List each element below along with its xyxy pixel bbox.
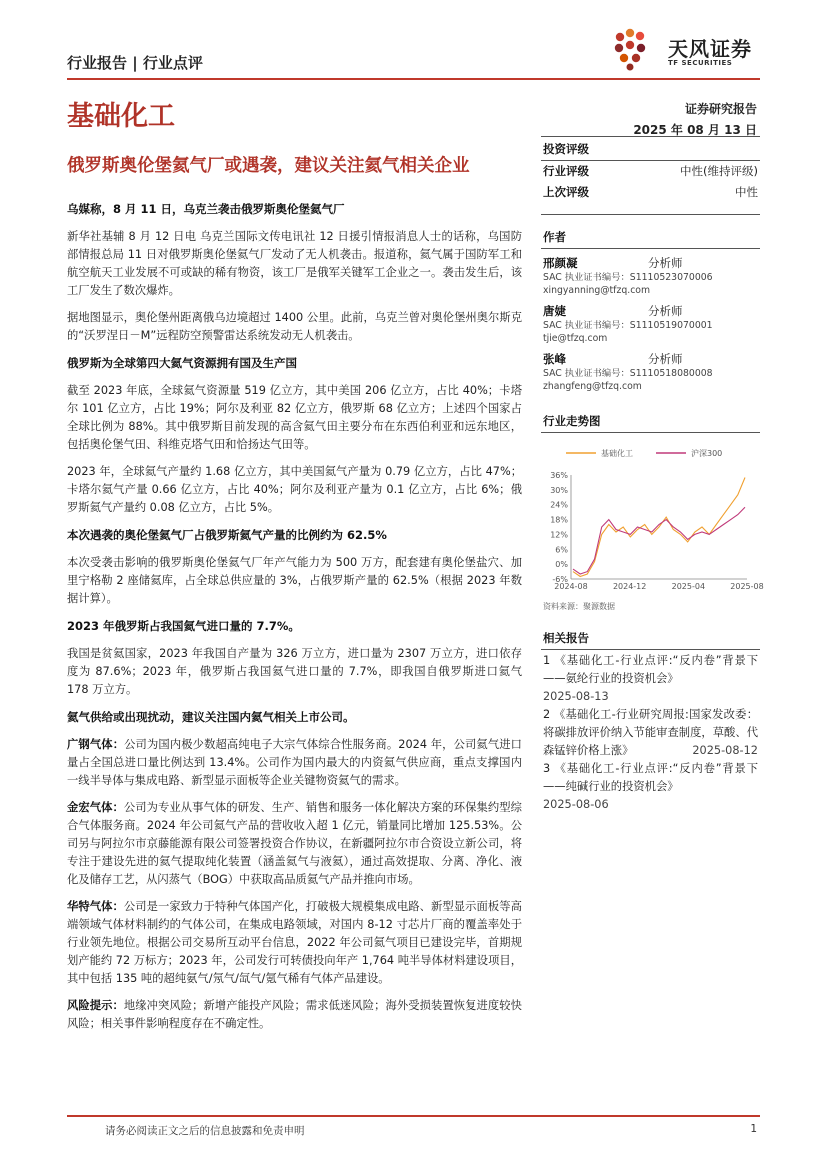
company-paragraph bbox=[67, 898, 522, 988]
risk-paragraph bbox=[67, 997, 522, 1033]
author-role: 分析师 bbox=[648, 256, 683, 270]
company-text: 公司是一家致力于特种气体国产化，打破极大规模集成电路、新型显示面板等高端领域气体材料制约的气体公司，在集成电路领域，对国内 8-12 寸芯片厂商的覆盖率处于行业领先地位。根据公司交易所互动平台信息，2022 年公司氦气项目已建设完毕，首期规划产能约 72 万标方；2023 年，公司发行可转债投向年产 1,764 吨半导体材料建设项目，其中包括 135 吨的超纯氨气/氖气/氙气/氪气稀有气体产品建设。 bbox=[67, 900, 522, 985]
report-type: 行业报告 | 行业点评 bbox=[67, 54, 203, 72]
x-tick-label: 2024-12 bbox=[612, 582, 647, 591]
company-name: 华特气体： bbox=[67, 900, 124, 913]
y-tick-label: 6% bbox=[555, 545, 568, 555]
prev-rating-label: 上次评级 bbox=[543, 185, 589, 199]
author-email[interactable]: xingyanning@tfzq.com bbox=[543, 285, 651, 296]
paragraph: 我国是贫氦国家，2023 年我国自产量为 326 万立方，进口量为 2307 万立方，进口依存度为 87.6%；2023 年，俄罗斯占我国氦气进口量的 7.7%，即我国自俄罗斯进口氦气 178 万立方。 bbox=[67, 647, 522, 696]
prev-rating-value: 中性 bbox=[735, 185, 758, 199]
author-name: 邢颜凝 bbox=[543, 256, 578, 270]
author-email[interactable]: tjie@tfzq.com bbox=[543, 333, 608, 344]
company-paragraph bbox=[67, 736, 522, 790]
author-role: 分析师 bbox=[648, 352, 683, 366]
company-name: 广钢气体： bbox=[67, 738, 125, 751]
rating-value: 中性(维持评级) bbox=[680, 164, 758, 178]
sector-title: 基础化工 bbox=[67, 101, 175, 132]
trend-chart-svg bbox=[541, 439, 764, 599]
section-heading: 氦气供给或出现扰动，建议关注国内氦气相关上市公司。 bbox=[67, 710, 355, 724]
trend-section-head: 行业走势图 bbox=[541, 409, 760, 433]
paragraph: 新华社基辅 8 月 12 日电 乌克兰国际文传电讯社 12 日援引情报消息人士的话称，乌国防部情报总局 11 日对俄罗斯奥伦堡氦气厂发动了无人机袭击。报道称，氦气属于国防军工和航空航天工业发展不可或缺的稀有物资，该工厂是俄军关键军工企业之一。袭击发生后，该工厂发生了数次爆炸。 bbox=[67, 230, 522, 297]
legend-label: 沪深300 bbox=[691, 449, 723, 458]
related-report-date: 2025-08-13 bbox=[543, 690, 609, 703]
y-tick-label: 30% bbox=[550, 485, 568, 495]
related-report-date: 2025-08-12 bbox=[692, 744, 758, 757]
x-tick-label: 2024-08 bbox=[554, 582, 588, 591]
author-entry bbox=[541, 255, 760, 297]
paragraph: 本次受袭击影响的俄罗斯奥伦堡氦气厂年产气能力为 500 万方，配套建有奥伦堡盐穴、加里宁格勒 2 座储氦库，占全球总供应量的 3%，占俄罗斯产量的 62.5%（根据 2023 年数据计算）。 bbox=[67, 556, 522, 605]
risk-text: 地缘冲突风险；新增产能投产风险；需求低迷风险；海外受损装置恢复进度较快风险；相关事件影响程度存在不确定性。 bbox=[67, 999, 522, 1030]
related-report-link[interactable]: 2 《基础化工-行业研究周报:国家发改委：将碳排放评价纳入节能审查制度，草酸、代森锰锌价格上涨》 bbox=[543, 708, 758, 757]
rating-section-head: 投资评级 bbox=[541, 136, 760, 161]
related-report-link[interactable]: 1 《基础化工-行业点评:“反内卷”背景下——氨纶行业的投资机会》 bbox=[543, 654, 758, 685]
rating-label: 行业评级 bbox=[543, 164, 589, 178]
author-entry bbox=[541, 303, 760, 345]
company-name: 金宏气体： bbox=[67, 801, 124, 814]
authors-section-head: 作者 bbox=[541, 225, 760, 249]
y-tick-label: 18% bbox=[550, 515, 568, 525]
trend-chart bbox=[541, 439, 764, 599]
legend-label: 基础化工 bbox=[601, 449, 633, 458]
author-cert: SAC 执业证书编号：S1110519070001 bbox=[543, 320, 713, 331]
report-title: 俄罗斯奥伦堡氦气厂或遇袭，建议关注氦气相关企业 bbox=[67, 156, 470, 176]
paragraph: 据地图显示，奥伦堡州距离俄乌边境超过 1400 公里。此前，乌克兰曾对奥伦堡州奥尔斯克的“沃罗涅日－M”远程防空预警雷达系统发动无人机袭击。 bbox=[67, 311, 522, 342]
report-kind: 证券研究报告 bbox=[684, 102, 757, 116]
author-entry bbox=[541, 351, 760, 393]
y-tick-label: 24% bbox=[550, 500, 568, 510]
related-list bbox=[541, 652, 760, 814]
sidebar bbox=[541, 136, 764, 814]
y-tick-label: 0% bbox=[555, 560, 568, 570]
y-tick-label: 12% bbox=[550, 530, 568, 540]
author-cert: SAC 执业证书编号：S1110523070006 bbox=[543, 272, 713, 283]
main-body bbox=[67, 200, 522, 1042]
risk-label: 风险提示： bbox=[67, 999, 124, 1012]
brand-name-en: TF SECURITIES bbox=[668, 59, 733, 67]
series-line bbox=[573, 507, 745, 574]
footer-disclaimer: 请务必阅读正文之后的信息披露和免责申明 bbox=[105, 1125, 305, 1137]
section-heading: 俄罗斯为全球第四大氦气资源拥有国及生产国 bbox=[67, 356, 297, 370]
author-name: 唐婕 bbox=[543, 304, 566, 318]
header-rule bbox=[67, 78, 760, 80]
page-number: 1 bbox=[750, 1123, 757, 1135]
author-role: 分析师 bbox=[648, 304, 683, 318]
related-report-link[interactable]: 3 《基础化工-行业点评:“反内卷”背景下——纯碱行业的投资机会》 bbox=[543, 762, 758, 793]
y-tick-label: 36% bbox=[550, 471, 568, 480]
company-text: 公司为国内极少数超高纯电子大宗气体综合性服务商。2024 年，公司氦气进口量占全国总进口量比例达到 13.4%。公司作为国内最大的内资氦气供应商，重点支撑国内一线半导体与集成电路、新型显示面板等企业关键物资氦气的需求。 bbox=[67, 738, 522, 787]
related-section-head: 相关报告 bbox=[541, 626, 760, 650]
prev-rating-row bbox=[541, 182, 760, 215]
paragraph: 截至 2023 年底，全球氦气资源量 519 亿立方，其中美国 206 亿立方，占比 40%；卡塔尔 101 亿立方，占比 19%；阿尔及利亚 82 亿立方，俄罗斯 68 亿立方；上述四个国家占全球比例为 88%。其中俄罗斯目前发现的高含氦气田主要分布在东西伯利亚和远东地区，包括奥伦堡气田、科维克塔气田和恰扬达气田等。 bbox=[67, 384, 522, 451]
author-name: 张峰 bbox=[543, 352, 566, 366]
brand-name-cn: 天风证券 bbox=[668, 37, 752, 61]
x-tick-label: 2025-04 bbox=[671, 582, 706, 591]
company-text: 公司为专业从事气体的研发、生产、销售和服务一体化解决方案的环保集约型综合气体服务商。2024 年公司氦气产品的营收收入超 1 亿元，销量同比增加 125.53%。公司另与阿拉尔市京藤能源有限公司签署投资合作协议，在新疆阿拉尔市合资设立新公司，将专注于建设先进的氦气提取纯化装置（涵盖氦气与液氦），通过高效提取、分离、净化、液化及储存工艺，从闪蒸气（BOG）中获取高品质氦气产品并推向市场。 bbox=[67, 801, 522, 886]
paragraph: 2023 年，全球氦气产量约 1.68 亿立方，其中美国氦气产量为 0.79 亿立方，占比 47%；卡塔尔氦气产量 0.66 亿立方，占比 40%；阿尔及利亚产量为 0.1 亿立方，占比 6%；俄罗斯氦气产量约 0.08 亿立方，占比 5%。 bbox=[67, 465, 522, 514]
author-email[interactable]: zhangfeng@tfzq.com bbox=[543, 381, 642, 392]
x-tick-label: 2025-08 bbox=[730, 582, 764, 591]
lead-heading: 乌媒称，8 月 11 日，乌克兰袭击俄罗斯奥伦堡氦气厂 bbox=[67, 202, 345, 216]
footer-rule bbox=[67, 1115, 760, 1117]
company-paragraph bbox=[67, 799, 522, 889]
section-heading: 本次遇袭的奥伦堡氦气厂占俄罗斯氦气产量的比例约为 62.5% bbox=[67, 528, 387, 542]
rating-row bbox=[541, 161, 760, 182]
y-tick-label: -6% bbox=[552, 575, 568, 584]
section-heading: 2023 年俄罗斯占我国氦气进口量的 7.7%。 bbox=[67, 619, 300, 633]
chart-source: 资料来源：聚源数据 bbox=[543, 602, 615, 611]
author-cert: SAC 执业证书编号：S1110518080008 bbox=[543, 368, 713, 379]
report-date: 2025 年 08 月 13 日 bbox=[633, 123, 757, 137]
related-report-date: 2025-08-06 bbox=[543, 798, 609, 811]
